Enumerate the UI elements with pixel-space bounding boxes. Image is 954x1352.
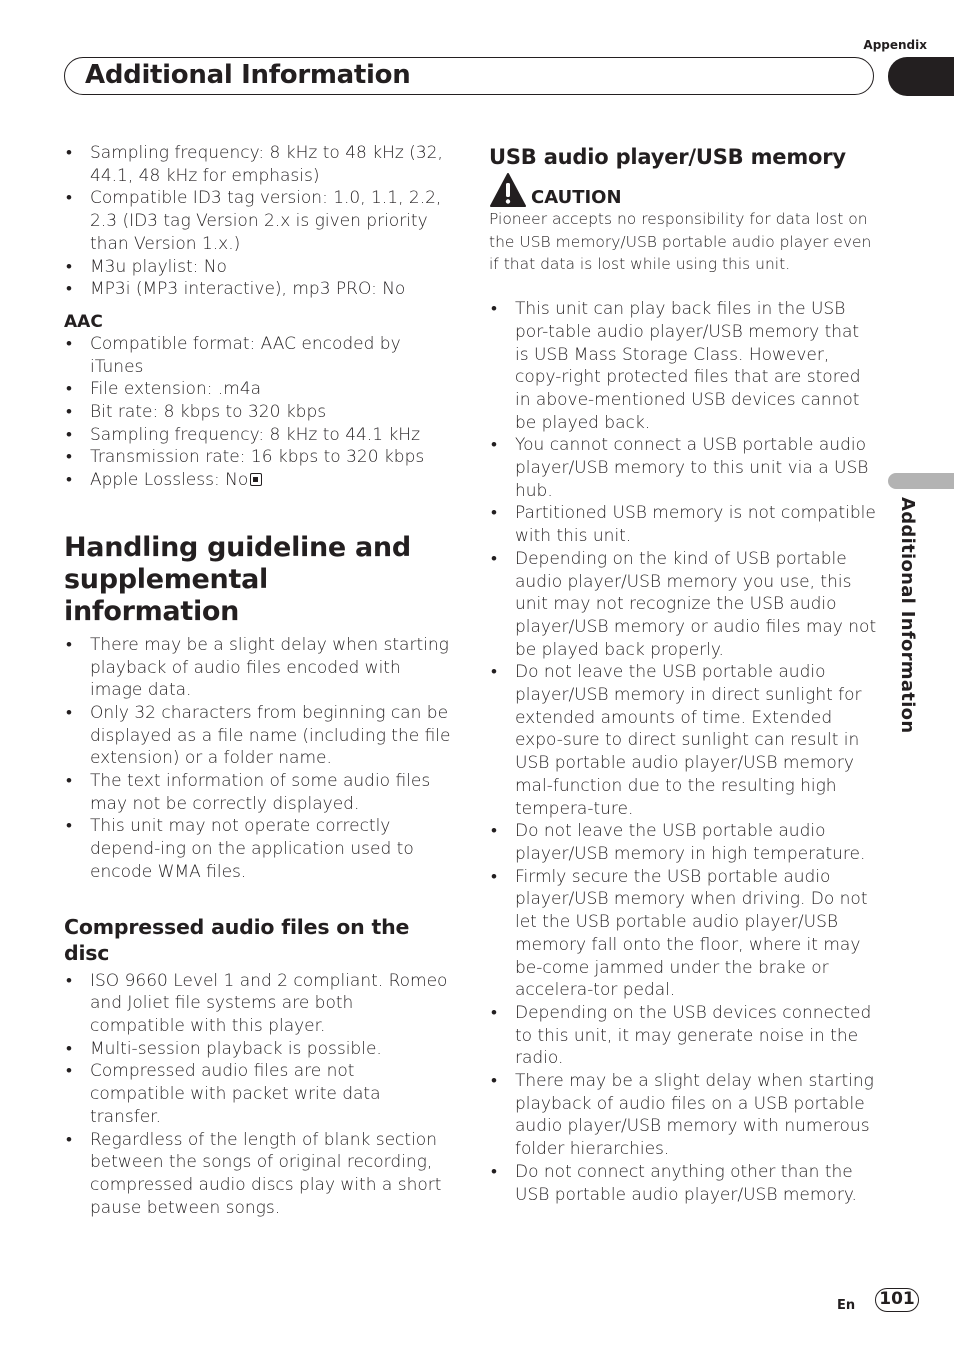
list-item: • Sampling frequency: 8 kHz to 44.1 kHz xyxy=(64,424,452,447)
mp3-spec-list xyxy=(64,142,452,301)
handling-heading: Handling guideline and supplemental information xyxy=(64,531,411,627)
list-item: • This unit may not operate correctly depend-ing on the application used to encode WMA files. xyxy=(64,815,452,883)
section-header xyxy=(64,57,874,95)
list-item: • This unit can play back files in the USB por-table audio player/USB memory that is USB Mass Storage Class. However, copy-right protected files that are stored in above-mentioned USB devices cannot be played back. xyxy=(489,298,877,434)
list-item: • There may be a slight delay when starting playback of audio files on a USB portable audio player/USB memory with numerous folder hierarchies. xyxy=(489,1070,877,1161)
list-item: • Sampling frequency: 8 kHz to 48 kHz (32, 44.1, 48 kHz for emphasis) xyxy=(64,142,452,187)
list-item: • Depending on the USB devices connected to this unit, it may generate noise in the radio. xyxy=(489,1002,877,1070)
list-item: • Do not leave the USB portable audio player/USB memory in direct sunlight for extended amounts of time. Extended expo-sure to direct sunlight can result in USB portable audio player/USB memory mal-function due to the resulting high tempera-ture. xyxy=(489,661,877,820)
usb-list xyxy=(489,298,877,1206)
end-mark-icon xyxy=(250,473,262,486)
list-item: • Bit rate: 8 kbps to 320 kbps xyxy=(64,401,452,424)
compressed-heading: Compressed audio files on the disc xyxy=(64,914,410,965)
list-item: • M3u playlist: No xyxy=(64,256,452,279)
caution-row xyxy=(489,172,877,208)
list-item: • Compatible ID3 tag version: 1.0, 1.1, 2.2, 2.3 (ID3 tag Version 2.x is given priority than Version 1.x.) xyxy=(64,187,452,255)
aac-spec-list xyxy=(64,333,452,492)
handling-list xyxy=(64,634,452,884)
left-column xyxy=(64,142,452,1219)
list-item: • Partitioned USB memory is not compatible with this unit. xyxy=(489,502,877,547)
section-tab xyxy=(888,473,954,489)
list-item: • Compressed audio files are not compatible with packet write data transfer. xyxy=(64,1060,452,1128)
appendix-label: Appendix xyxy=(863,38,927,52)
list-item-text: Apple Lossless: No xyxy=(90,470,249,491)
list-item: • Firmly secure the USB portable audio player/USB memory when driving. Do not let the USB portable audio player/USB memory fall onto the floor, where it may be-come jammed under the brake or accelera-tor pedal. xyxy=(489,866,877,1002)
language-label: En xyxy=(837,1298,856,1313)
list-item: • Transmission rate: 16 kbps to 320 kbps xyxy=(64,446,452,469)
list-item: • MP3i (MP3 interactive), mp3 PRO: No xyxy=(64,278,452,301)
list-item-apple-lossless xyxy=(64,469,452,492)
list-item: • Only 32 characters from beginning can be displayed as a file name (including the file extension) or a folder name. xyxy=(64,702,452,770)
list-item: • You cannot connect a USB portable audio player/USB memory to this unit via a USB hub. xyxy=(489,434,877,502)
aac-heading: AAC xyxy=(64,311,103,332)
list-item: • ISO 9660 Level 1 and 2 compliant. Romeo and Joliet file systems are both compatible with this player. xyxy=(64,970,452,1038)
chapter-tab xyxy=(888,57,954,96)
caution-text: Pioneer accepts no responsibility for data lost on the USB memory/USB portable audio player even if that data is lost while using this unit. xyxy=(489,210,872,274)
usb-heading: USB audio player/USB memory xyxy=(489,145,846,169)
list-item: • Compatible format: AAC encoded by iTunes xyxy=(64,333,452,378)
side-section-label: Additional Information xyxy=(897,497,918,734)
page-number: 101 xyxy=(875,1288,919,1312)
list-item: • File extension: .m4a xyxy=(64,378,452,401)
warning-icon xyxy=(489,172,527,208)
list-item: • The text information of some audio files may not be correctly displayed. xyxy=(64,770,452,815)
compressed-list xyxy=(64,970,452,1220)
list-item: • Do not connect anything other than the USB portable audio player/USB memory. xyxy=(489,1161,877,1206)
right-column xyxy=(489,142,877,1206)
list-item: • Regardless of the length of blank section between the songs of original recording, compressed audio discs play with a short pause between songs. xyxy=(64,1129,452,1220)
list-item: • There may be a slight delay when starting playback of audio files encoded with image data. xyxy=(64,634,452,702)
list-item: • Depending on the kind of USB portable audio player/USB memory you use, this unit may not recognize the USB audio player/USB memory or audio files may not be played back properly. xyxy=(489,548,877,662)
page-title: Additional Information xyxy=(85,60,411,90)
list-item: • Multi-session playback is possible. xyxy=(64,1038,452,1061)
list-item: • Do not leave the USB portable audio player/USB memory in high temperature. xyxy=(489,820,877,865)
caution-label: CAUTION xyxy=(531,186,622,208)
